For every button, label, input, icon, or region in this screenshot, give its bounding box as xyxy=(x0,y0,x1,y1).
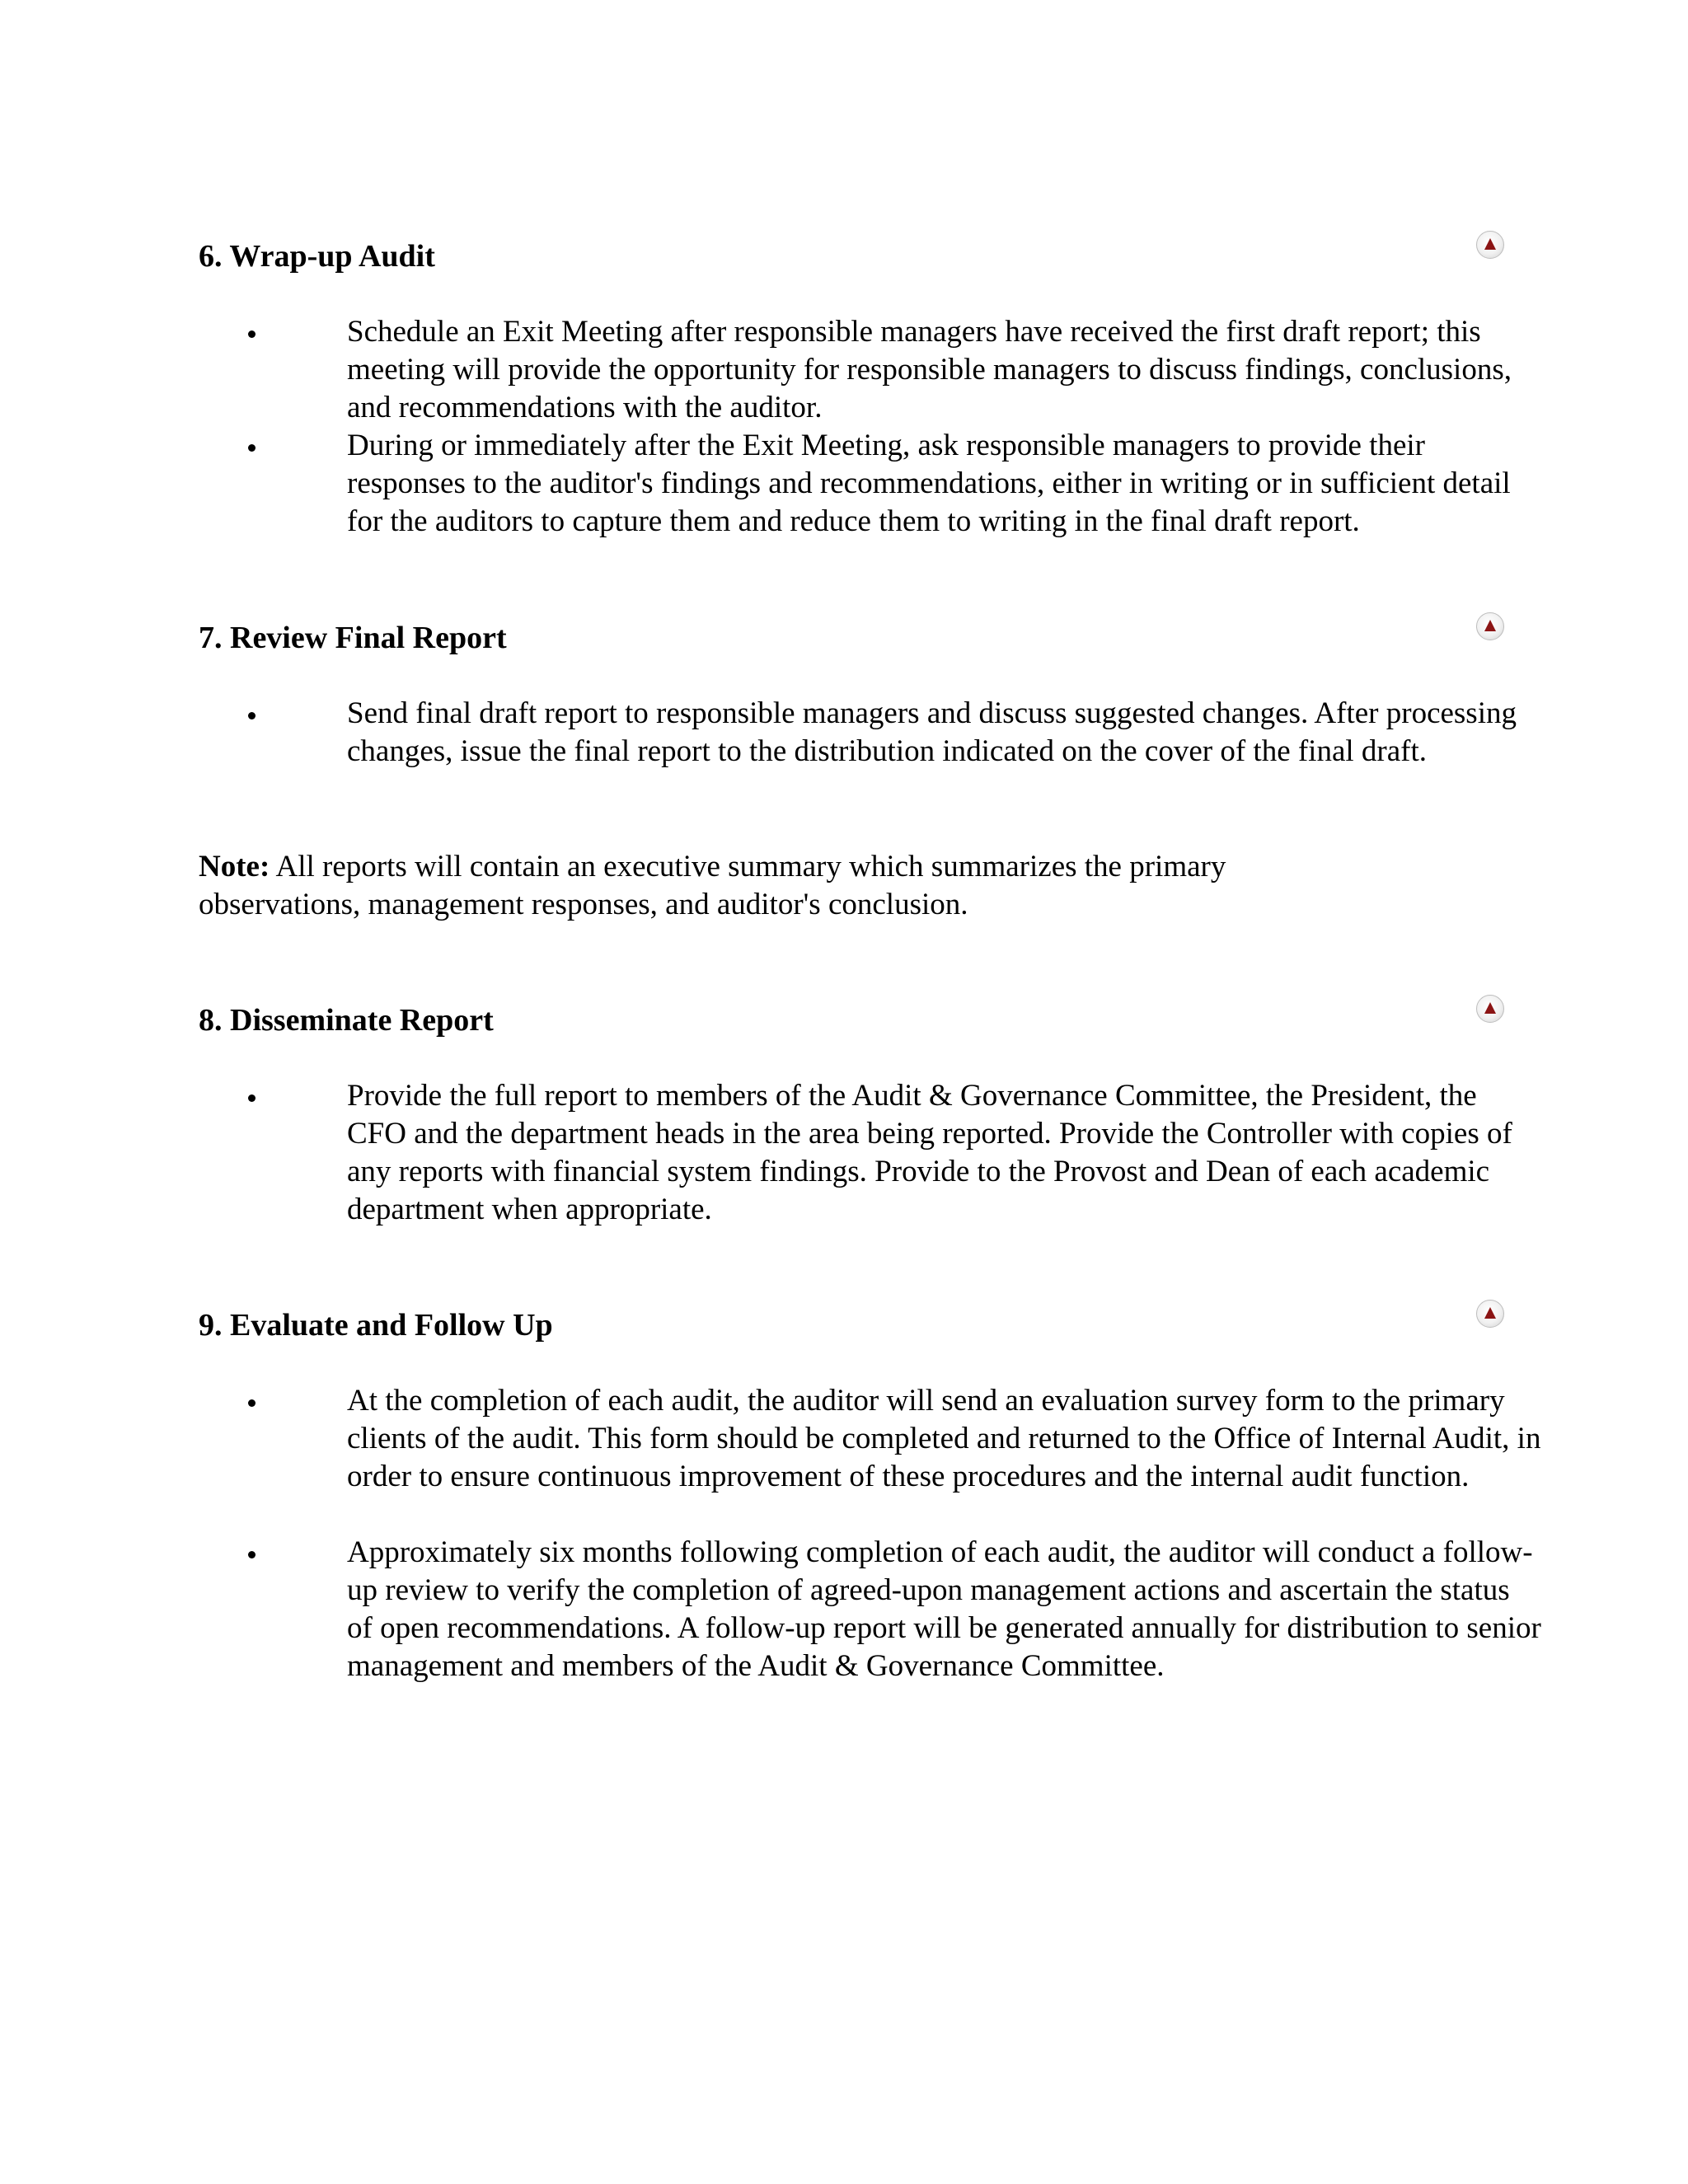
section-review-final-report xyxy=(199,619,1494,657)
bullet-icon xyxy=(248,1399,256,1407)
section-7-bullet-list xyxy=(248,695,1517,771)
back-to-top-icon[interactable] xyxy=(1476,995,1504,1023)
list-item xyxy=(248,1534,1541,1685)
note-paragraph xyxy=(199,848,1353,924)
bullet-icon xyxy=(248,330,256,338)
list-item-text: At the completion of each audit, the auditor will send an evaluation survey form to the primary clients of the audit. This form should be completed and returned to the Office of Internal Audit, in order to ensure continuous improvement of these procedures and the internal audit function. xyxy=(347,1384,1541,1493)
back-to-top-icon[interactable] xyxy=(1476,1300,1504,1328)
list-item xyxy=(248,1382,1541,1534)
list-item xyxy=(248,1077,1517,1229)
note-text: All reports will contain an executive summary which summarizes the primary observations, management responses, and auditor's conclusion. xyxy=(199,850,1226,921)
list-item-text: Schedule an Exit Meeting after responsible managers have received the first draft report; this meeting will provide the opportunity for responsible managers to discuss findings, conclusions, and recommendations with the auditor. xyxy=(347,315,1512,424)
list-item-text: Approximately six months following completion of each audit, the auditor will conduct a follow-up review to verify the completion of agreed-upon management actions and ascertain the status of open recommendations. A follow-up report will be generated annually for distribution to senior management and members of the Audit & Governance Committee. xyxy=(347,1535,1541,1683)
note-label: Note: xyxy=(199,850,270,883)
back-to-top-icon[interactable] xyxy=(1476,612,1504,640)
bullet-icon xyxy=(248,444,256,452)
section-evaluate-and-follow-up xyxy=(199,1306,1494,1344)
section-disseminate-report xyxy=(199,1001,1494,1039)
section-heading: 9. Evaluate and Follow Up xyxy=(199,1308,553,1343)
list-item-text: Send final draft report to responsible managers and discuss suggested changes. After processing changes, issue the final report to the distribution indicated on the cover of the final draft. xyxy=(347,696,1517,768)
list-item xyxy=(248,427,1517,541)
section-heading: 6. Wrap-up Audit xyxy=(199,239,435,274)
section-wrap-up-audit xyxy=(199,237,1494,275)
list-item xyxy=(248,695,1517,771)
section-heading: 7. Review Final Report xyxy=(199,621,507,655)
list-item xyxy=(248,313,1517,427)
back-to-top-icon[interactable] xyxy=(1476,231,1504,259)
section-6-bullet-list xyxy=(248,313,1517,541)
bullet-icon xyxy=(248,712,256,719)
bullet-icon xyxy=(248,1094,256,1102)
bullet-icon xyxy=(248,1551,256,1558)
section-9-bullet-list xyxy=(248,1382,1541,1685)
section-8-bullet-list xyxy=(248,1077,1517,1229)
list-item-text: Provide the full report to members of the Audit & Governance Committee, the President, the CFO and the department heads in the area being reported. Provide the Controller with copies of any reports with financial system findings. Provide to the Provost and Dean of each academic department when appropriate. xyxy=(347,1079,1512,1226)
section-heading: 8. Disseminate Report xyxy=(199,1003,494,1038)
list-item-text: During or immediately after the Exit Meeting, ask responsible managers to provide their responses to the auditor's findings and recommendations, either in writing or in sufficient detail for the auditors to capture them and reduce them to writing in the final draft report. xyxy=(347,429,1511,538)
